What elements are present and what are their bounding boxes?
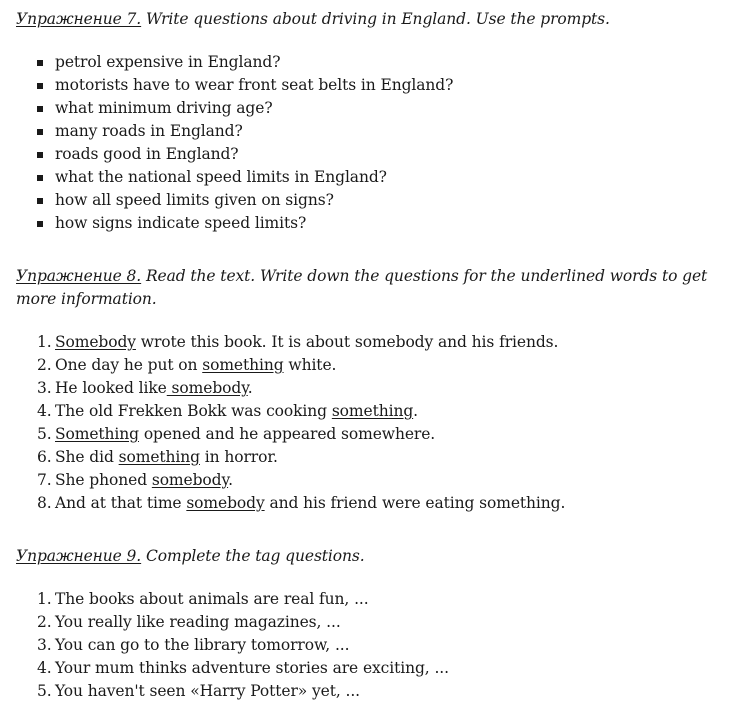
underlined-word: Somebody [55,333,136,351]
exercise-8-heading [16,265,716,311]
list-item: how all speed limits given on signs? [16,189,453,212]
list-item: what minimum driving age? [16,97,453,120]
list-item: many roads in England? [16,120,453,143]
list-item: what the national speed limits in England? [16,166,453,189]
exercise-8-instruction: Read the text. Write down the questions for the underlined words to get more information. [16,267,708,308]
list-item: motorists have to wear front seat belts in England? [16,74,453,97]
exercise-7-label: Упражнение 7. [16,10,142,28]
underlined-word: somebody [186,494,265,512]
underlined-word: something [118,448,200,466]
underlined-word: something [202,356,284,374]
list-item: petrol expensive in England? [16,51,453,74]
exercise-9-instruction: Complete the tag questions. [141,547,365,565]
underlined-word: somebody [151,471,229,489]
exercise-7-heading [16,8,746,31]
exercise-9-list [16,588,449,703]
list-item: 3. He looked like somebody. [37,379,253,397]
exercise-9-heading [16,545,746,568]
list-item: 5. You haven't seen «Harry Potter» yet, ... [37,682,361,700]
exercise-9-label: Упражнение 9. [16,547,142,565]
underlined-word: somebody [166,379,248,397]
exercise-7-instruction: Write questions about driving in England. Use the prompts. [141,10,610,28]
square-bullet-icon [37,175,43,181]
exercise-7-list [16,51,453,235]
underlined-word: something [331,402,414,420]
list-item: roads good in England? [16,143,453,166]
square-bullet-icon [37,129,43,135]
square-bullet-icon [37,221,43,227]
list-item: 7. She phoned somebody. [37,471,233,489]
square-bullet-icon [37,60,43,66]
square-bullet-icon [37,198,43,204]
exercise-8-label: Упражнение 8. [16,267,142,285]
square-bullet-icon [37,83,43,89]
list-item: 2. You really like reading magazines, ... [37,613,341,631]
list-item: how signs indicate speed limits? [16,212,453,235]
list-item: 5. Something opened and he appeared somewhere. [37,425,436,443]
list-item: 1. The books about animals are real fun, ... [37,590,369,608]
square-bullet-icon [37,152,43,158]
list-item: 4. Your mum thinks adventure stories are exciting, ... [37,659,449,677]
list-item: 6. She did something in horror. [37,448,278,466]
exercise-8-list [16,331,565,515]
underlined-word: Something [55,425,139,443]
square-bullet-icon [37,106,43,112]
list-item: 3. You can go to the library tomorrow, ... [37,636,350,654]
list-item: 8. And at that time somebody and his friend were eating something. [37,494,566,512]
list-item: 2. One day he put on something white. [37,356,337,374]
list-item: 1. Somebody wrote this book. It is about somebody and his friends. [37,333,559,351]
list-item: 4. The old Frekken Bokk was cooking something. [37,402,418,420]
